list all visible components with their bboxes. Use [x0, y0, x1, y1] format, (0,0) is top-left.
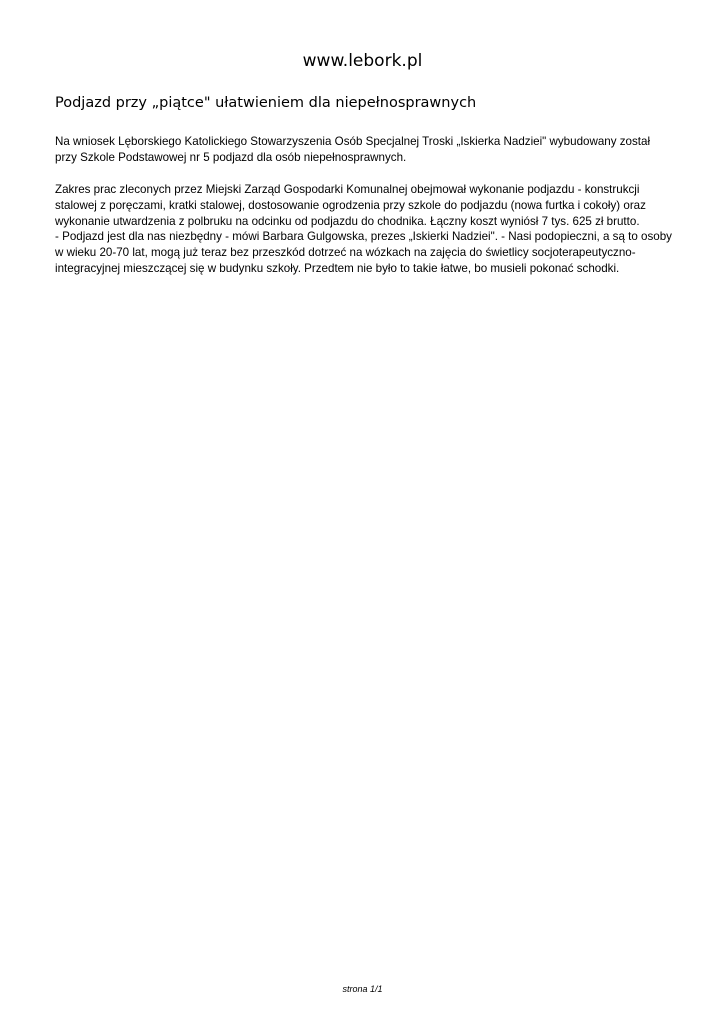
article-paragraph-2: Zakres prac zleconych przez Miejski Zarząd Gospodarki Komunalnej obejmował wykonanie podjazdu - konstrukcji stalowej z poręczami, kratki stalowej, dostosowanie ogrodzenia przy szkole do podjazdu (nowa furtka i cokoły) oraz wykonanie utwardzenia z polbruku na odcinku od podjazdu do chodnika. Łączny koszt wyniósł 7 tys. 625 zł brutto. — [55, 182, 646, 228]
article-paragraph-1: Na wniosek Lęborskiego Katolickiego Stowarzyszenia Osób Specjalnej Troski „Iskierka Nadziei" wybudowany został przy Szkole Podstawowej nr 5 podjazd dla osób niepełnosprawnych. — [55, 135, 651, 164]
page-number-footer: strona 1/1 — [342, 984, 383, 994]
article-title: Podjazd przy „piątce" ułatwieniem dla niepełnosprawnych — [55, 95, 477, 111]
article-paragraph-3: - Podjazd jest dla nas niezbędny - mówi Barbara Gulgowska, prezes „Iskierki Nadziei". - Nasi podopieczni, a są to osoby w wieku 20-70 lat, mogą już teraz bez przeszkód dotrzeć na wózkach na zajęcia do świetlicy socjoterapeutyczno-integracyjnej mieszczącej się w budynku szkoły. Przedtem nie było to takie łatwe, bo musieli pokonać schodki. — [55, 230, 672, 276]
article-body — [55, 134, 675, 277]
paragraph-spacer — [55, 166, 675, 182]
site-url-header: www.lebork.pl — [302, 51, 423, 71]
